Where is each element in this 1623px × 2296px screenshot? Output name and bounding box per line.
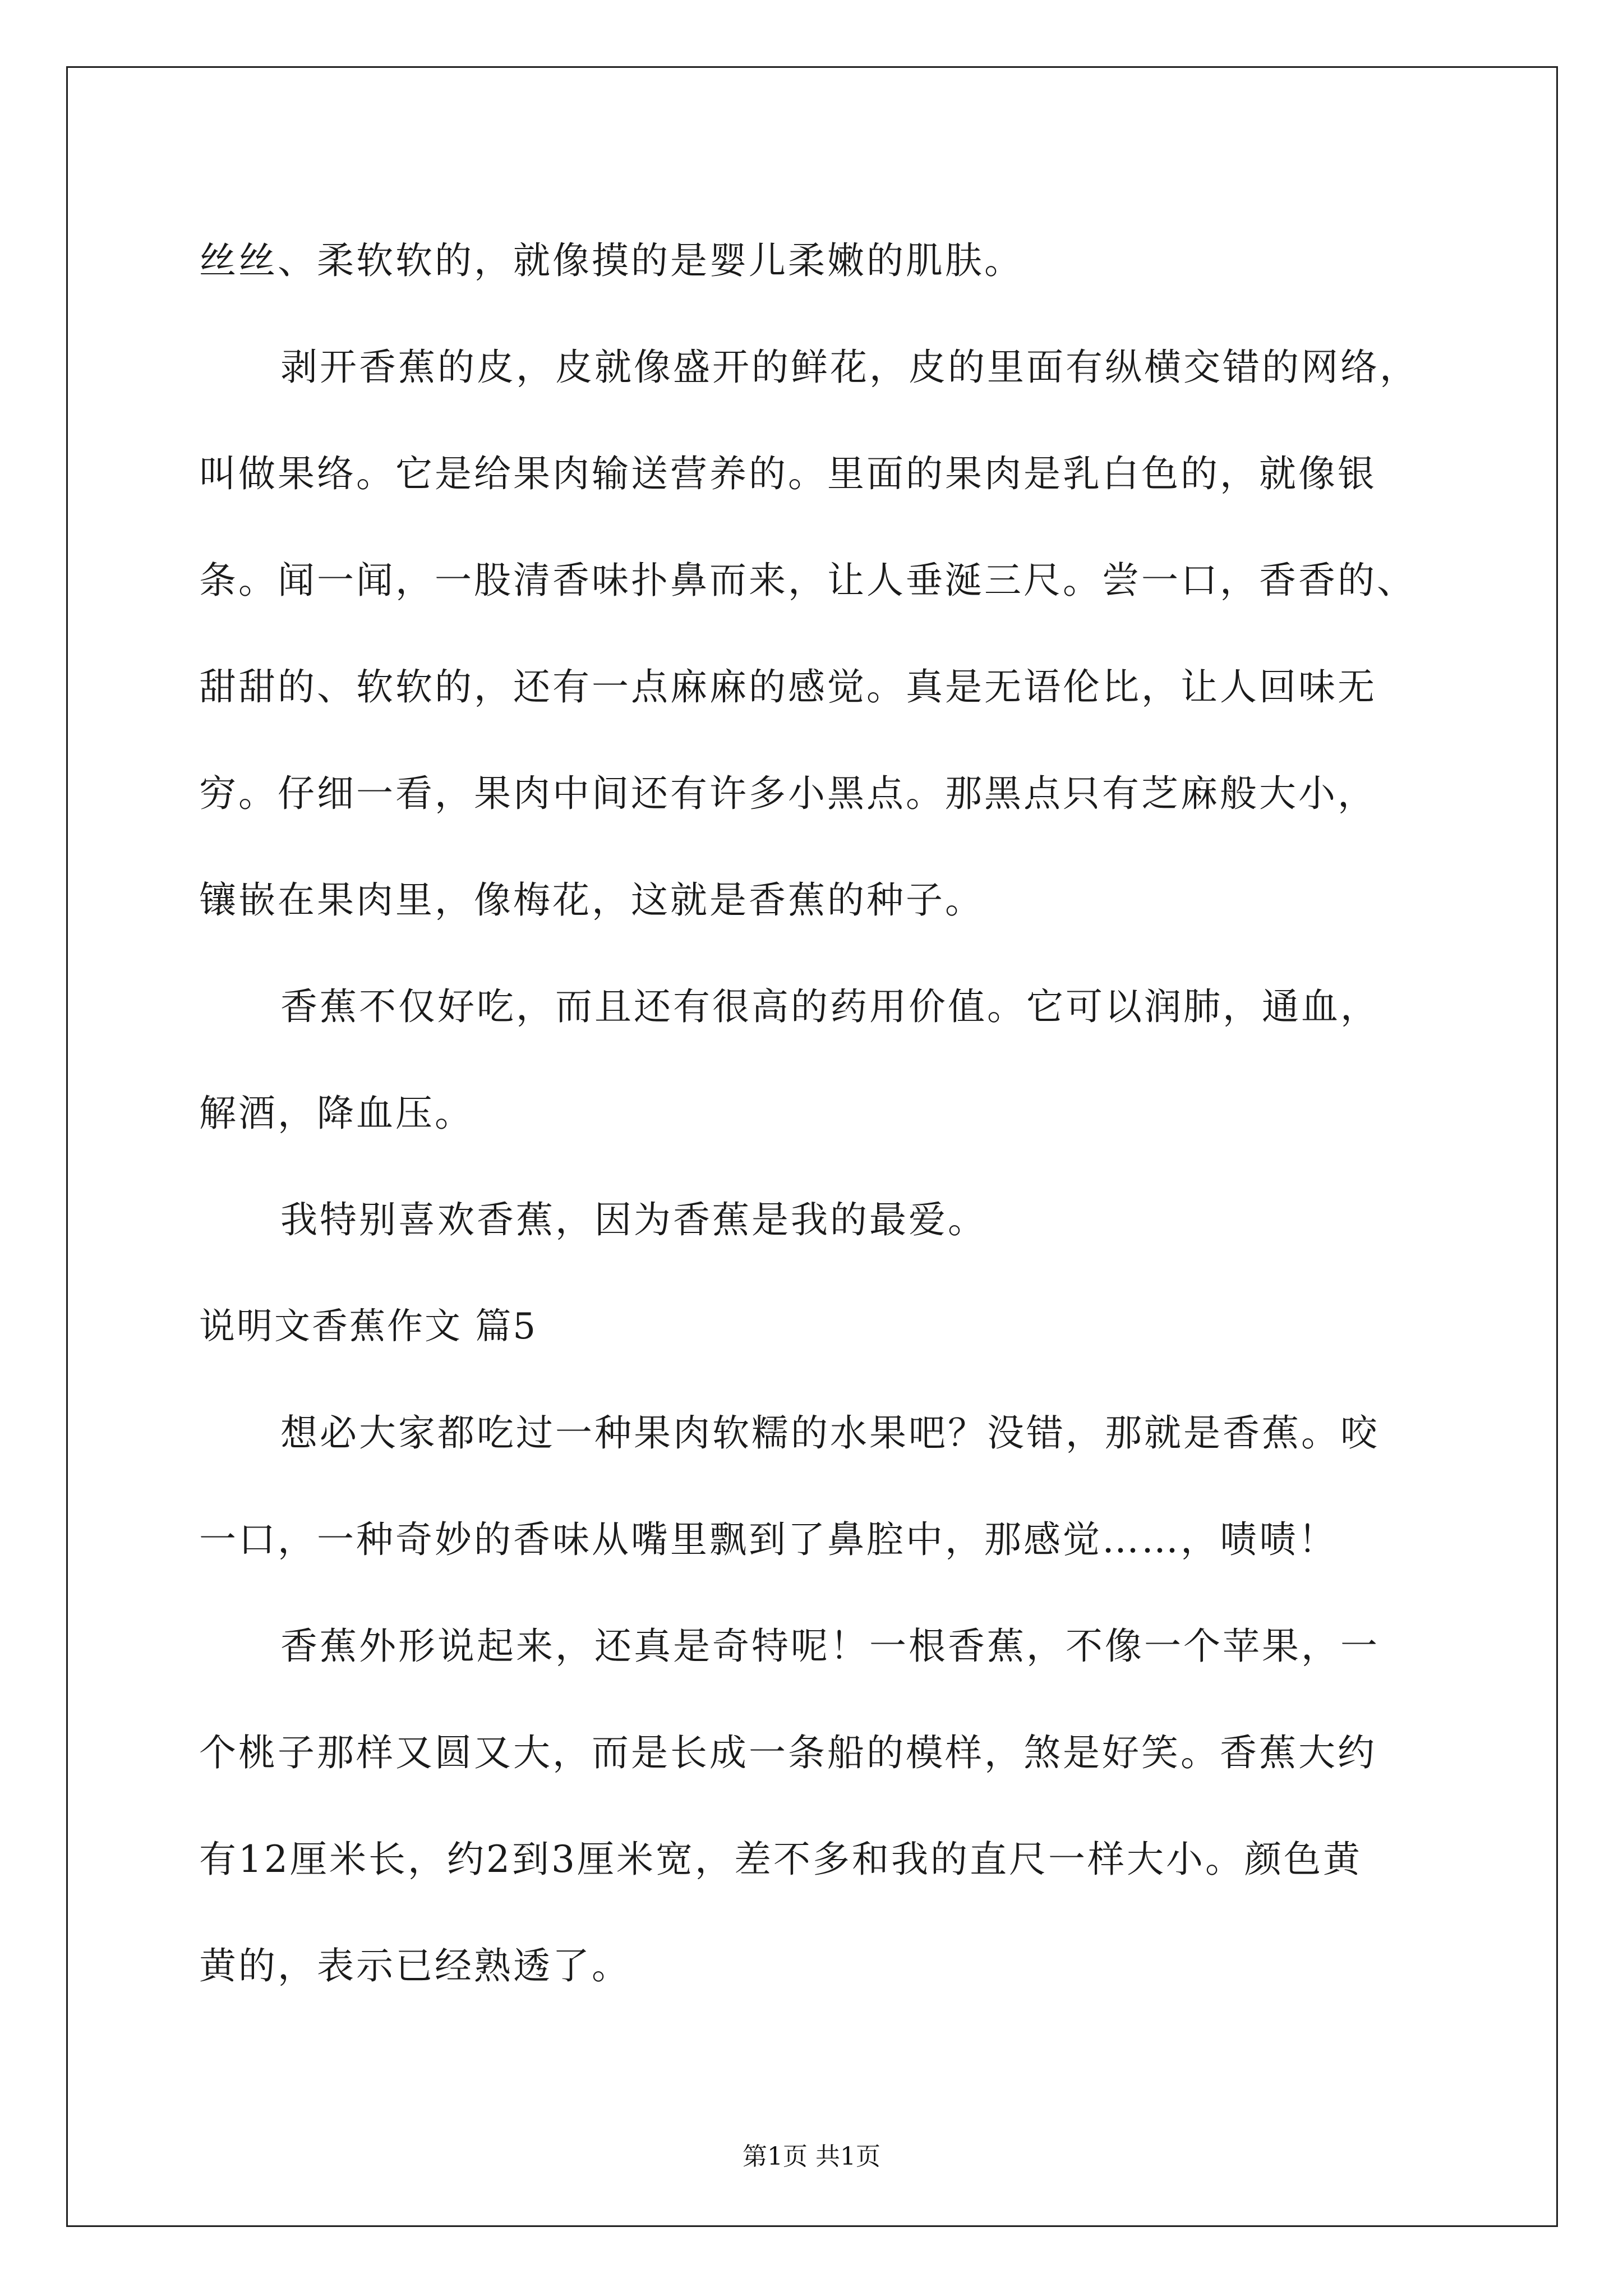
text-line: 个桃子那样又圆又大，而是长成一条船的模样，煞是好笑。香蕉大约 — [199, 1731, 1377, 1774]
text-line: 丝丝、柔软软的，就像摸的是婴儿柔嫩的肌肤。 — [199, 239, 1023, 282]
text-line: 穷。仔细一看，果肉中间还有许多小黑点。那黑点只有芝麻般大小， — [199, 772, 1377, 815]
text-line: 一口，一种奇妙的香味从嘴里飘到了鼻腔中，那感觉……，啧啧！ — [199, 1518, 1338, 1561]
page-footer: 第1页 共1页 — [743, 2142, 880, 2171]
text-line: 我特别喜欢香蕉，因为香蕉是我的最爱。 — [280, 1198, 987, 1241]
text-line: 条。闻一闻，一股清香味扑鼻而来，让人垂涎三尺。尝一口，香香的、 — [199, 559, 1416, 602]
document-body — [199, 208, 1433, 2019]
text-line: 想必大家都吃过一种果肉软糯的水果吧？没错，那就是香蕉。咬 — [280, 1411, 1380, 1455]
text-line: 镶嵌在果肉里，像梅花，这就是香蕉的种子。 — [199, 878, 984, 922]
text-line: 有12厘米长，约2到3厘米宽，差不多和我的直尺一样大小。颜色黄 — [199, 1838, 1362, 1881]
text-line: 香蕉外形说起来，还真是奇特呢！一根香蕉，不像一个苹果，一 — [280, 1625, 1380, 1668]
text-line: 解酒，降血压。 — [199, 1092, 474, 1135]
text-line: 香蕉不仅好吃，而且还有很高的药用价值。它可以润肺，通血， — [280, 985, 1380, 1028]
section-heading: 说明文香蕉作文 篇5 — [199, 1306, 538, 1347]
text-line: 叫做果络。它是给果肉输送营养的。里面的果肉是乳白色的，就像银 — [199, 452, 1377, 495]
text-line: 甜甜的、软软的，还有一点麻麻的感觉。真是无语伦比，让人回味无 — [199, 665, 1377, 708]
text-line: 黄的，表示已经熟透了。 — [199, 1944, 631, 1987]
text-line: 剥开香蕉的皮，皮就像盛开的鲜花，皮的里面有纵横交错的网络， — [280, 346, 1419, 389]
